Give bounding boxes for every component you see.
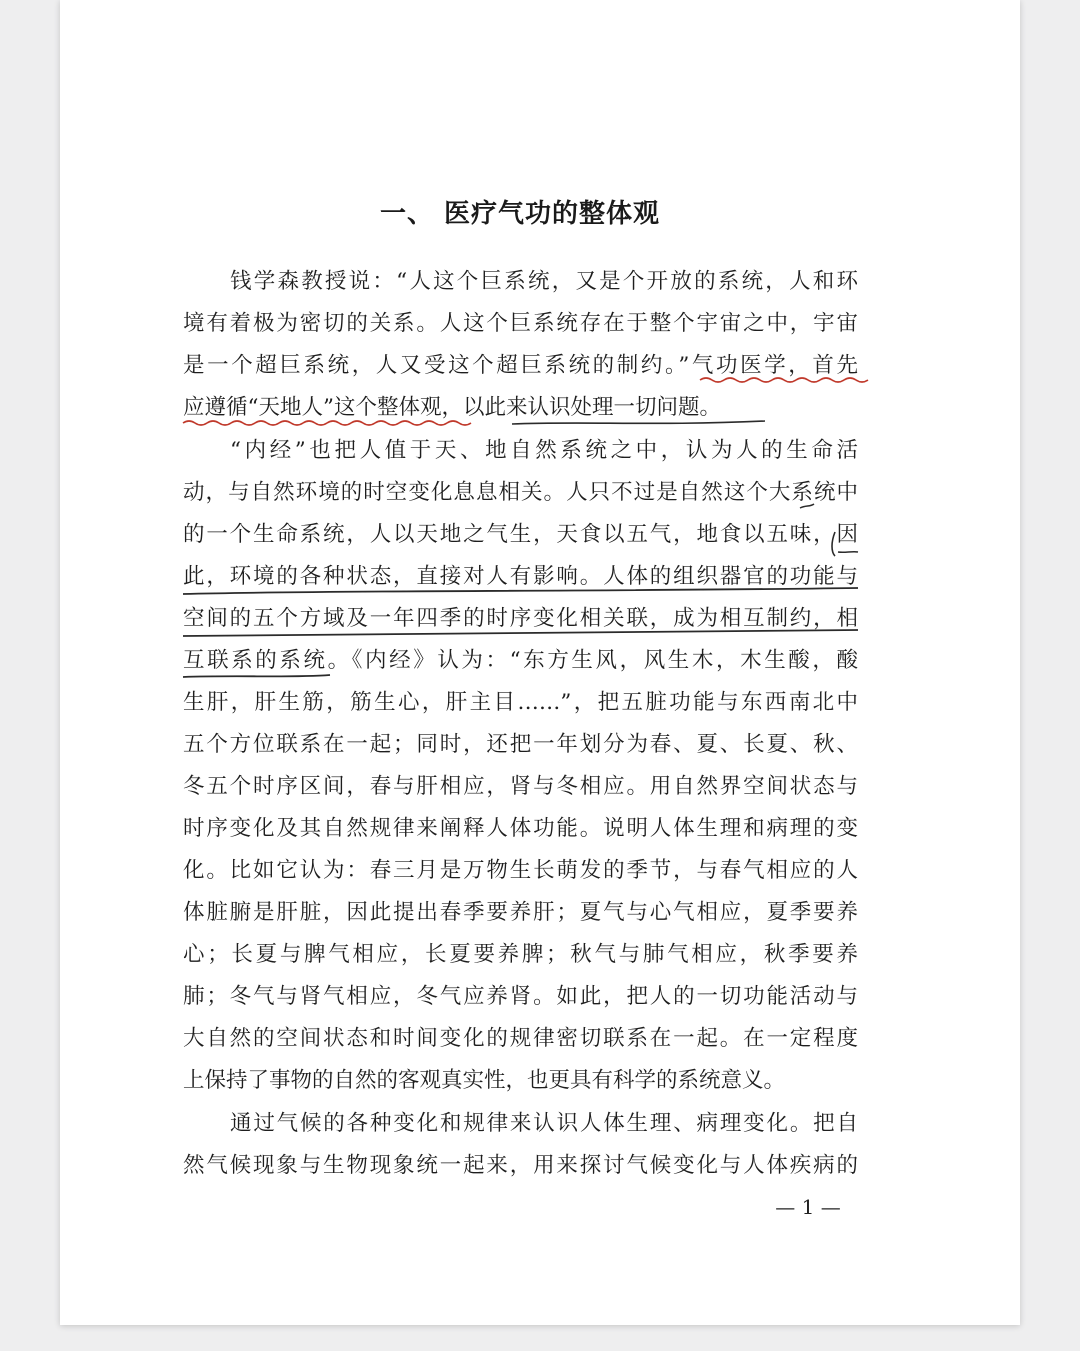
text-line: 的一个生命系统，人以天地之气生，天食以五气，地食以五味，因 [183,522,858,547]
text-line: 动，与自然环境的时空变化息息相关。人只不过是自然这个大系统中 [183,480,858,505]
text-line: 体脏腑是肝脏，因此提出春季要养肝；夏气与心气相应，夏季要养 [183,900,858,925]
text-line: “内经”也把人值于天、地自然系统之中，认为人的生命活 [230,438,858,463]
text-line: 大自然的空间状态和时间变化的规律密切联系在一起。在一定程度 [183,1026,858,1051]
text-line: 时序变化及其自然规律来阐释人体功能。说明人体生理和病理的变 [183,816,858,841]
page-title: 一、 医疗气功的整体观 [379,199,661,229]
text-line: 化。比如它认为：春三月是万物生长萌发的季节，与春气相应的人 [183,858,858,883]
text-line: 应遵循“天地人”这个整体观，以此来认识处理一切问题。 [183,395,721,420]
text-line: 空间的五个方域及一年四季的时序变化相关联，成为相互制约，相 [183,606,858,631]
text-line: 通过气候的各种变化和规律来认识人体生理、病理变化。把自 [230,1111,858,1136]
text-line: 互联系的系统。《内经》认为：“东方生风，风生木，木生酸，酸 [183,648,858,673]
text-line: 然气候现象与生物现象统一起来，用来探讨气候变化与人体疾病的 [183,1153,858,1178]
text-line: 五个方位联系在一起；同时，还把一年划分为春、夏、长夏、秋、 [183,732,858,757]
text-line: 上保持了事物的自然的客观真实性，也更具有科学的系统意义。 [183,1068,786,1093]
text-line: 是一个超巨系统，人又受这个超巨系统的制约。”气功医学，首先 [183,353,858,378]
text-line: 生肝，肝生筋，筋生心，肝主目……”，把五脏功能与东西南北中 [183,690,858,715]
text-line: 肺；冬气与肾气相应，冬气应养肾。如此，把人的一切功能活动与 [183,984,858,1009]
text-line: 心；长夏与脾气相应，长夏要养脾；秋气与肺气相应，秋季要养 [183,942,858,967]
text-line: 此，环境的各种状态，直接对人有影响。人体的组织器官的功能与 [183,564,858,589]
text-line: 境有着极为密切的关系。人这个巨系统存在于整个宇宙之中，宇宙 [183,311,858,336]
text-line: 钱学森教授说：“人这个巨系统，又是个开放的系统，人和环 [230,269,858,294]
text-line: 冬五个时序区间，春与肝相应，肾与冬相应。用自然界空间状态与 [183,774,858,799]
page-number: — 1 — [775,1195,841,1219]
